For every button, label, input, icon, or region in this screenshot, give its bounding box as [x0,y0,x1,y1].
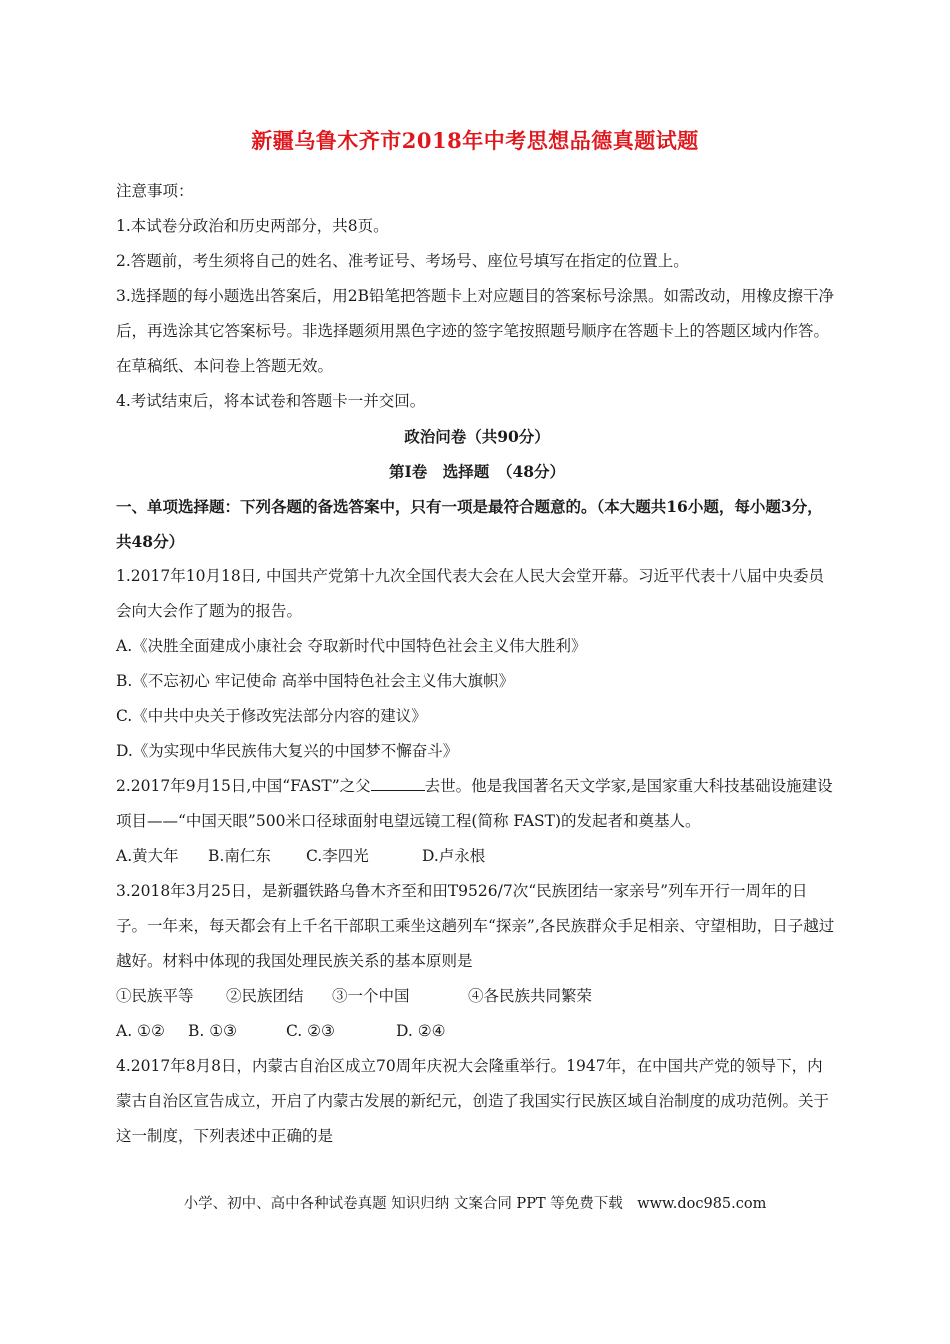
question-2-stem-before: 2.2017年9月15日,中国“FAST”之父 [116,777,371,795]
question-2-option-c: C.李四光 [306,847,369,865]
question-2-options [116,839,838,874]
question-4-stem: 4.2017年8月8日，内蒙古自治区成立70周年庆祝大会隆重举行。1947年，在中国共产党的领导下，内蒙古自治区宣告成立，开启了内蒙古发展的新纪元，创造了我国实行民族区域自治制度的成功范例。关于这一制度，下列表述中正确的是 [116,1057,830,1145]
question-3-option-c: C. ②③ [286,1022,335,1040]
question-2-option-d: D.卢永根 [422,847,486,865]
question-1-stem: 1.2017年10月18日, 中国共产党第十九次全国代表大会在人民大会堂开幕。习近平代表十八届中央委员会向大会作了题为的报告。 [116,567,825,620]
question-2-option-b: B.南仁东 [208,847,271,865]
section-title: 政治问卷（共90分） [404,427,550,446]
question-3-choice-4: ④各民族共同繁荣 [468,987,593,1005]
answer-blank [371,776,425,791]
question-3-option-b: B. ①③ [188,1022,238,1040]
notice-item-1: 1.本试卷分政治和历史两部分，共8页。 [116,217,389,235]
question-3-stem: 3.2018年3月25日，是新疆铁路乌鲁木齐至和田T9526/7次“民族团结一家亲号”列车开行一周年的日子。一年来，每天都会有上千名干部职工乘坐这趟列车“探亲”,各民族群众手足相亲、守望相助，日子越过越好。材料中体现的我国处理民族关系的基本原则是 [116,882,835,970]
question-1-option-a: A.《决胜全面建成小康社会 夺取新时代中国特色社会主义伟大胜利》 [116,637,587,655]
page-footer: 小学、初中、高中各种试卷真题 知识归纳 文案合同 PPT 等免费下载 www.doc985.com [183,1196,767,1212]
question-3-option-a: A. ①② [116,1022,165,1040]
notice-item-2: 2.答题前，考生须将自己的姓名、准考证号、考场号、座位号填写在指定的位置上。 [116,252,689,270]
notice-item-3: 3.选择题的每小题选出答案后，用2B铅笔把答题卡上对应题目的答案标号涂黑。如需改动，用橡皮擦干净后，再选涂其它答案标号。非选择题须用黑色字迹的签字笔按照题号顺序在答题卡上的答题区域内作答。在草稿纸、本问卷上答题无效。 [116,287,835,375]
question-2-stem-after: 去世。他是我国著名天文学家,是国家重大科技基础设施建设项目——“中国天眼”500米口径球面射电望远镜工程(简称 FAST)的发起者和奠基人。 [116,777,833,830]
document-title: 新疆乌鲁木齐市2018年中考思想品德真题试题 [251,128,699,153]
notice-heading: 注意事项： [116,182,194,200]
instruction: 一、单项选择题：下列各题的备选答案中，只有一项是最符合题意的。（本大题共16小题，每小题3分，共48分） [116,497,823,551]
question-1-option-c: C.《中共中央关于修改宪法部分内容的建议》 [116,707,427,725]
question-3-choices [116,979,838,1014]
notice-item-4: 4.考试结束后，将本试卷和答题卡一并交回。 [116,392,426,410]
question-3-choice-3: ③一个中国 [332,987,410,1005]
question-3-option-d: D. ②④ [396,1022,446,1040]
question-3-choice-2: ②民族团结 [226,987,304,1005]
question-3-options [116,1014,838,1049]
question-1-option-d: D.《为实现中华民族伟大复兴的中国梦不懈奋斗》 [116,742,459,760]
question-3-choice-1: ①民族平等 [116,987,194,1005]
question-2-option-a: A.黄大年 [116,847,179,865]
part-title: 第Ⅰ卷 选择题 （48分） [388,462,566,481]
question-2-stem [116,769,838,839]
question-1-option-b: B.《不忘初心 牢记使命 高举中国特色社会主义伟大旗帜》 [116,672,515,690]
document-body [116,174,838,1154]
